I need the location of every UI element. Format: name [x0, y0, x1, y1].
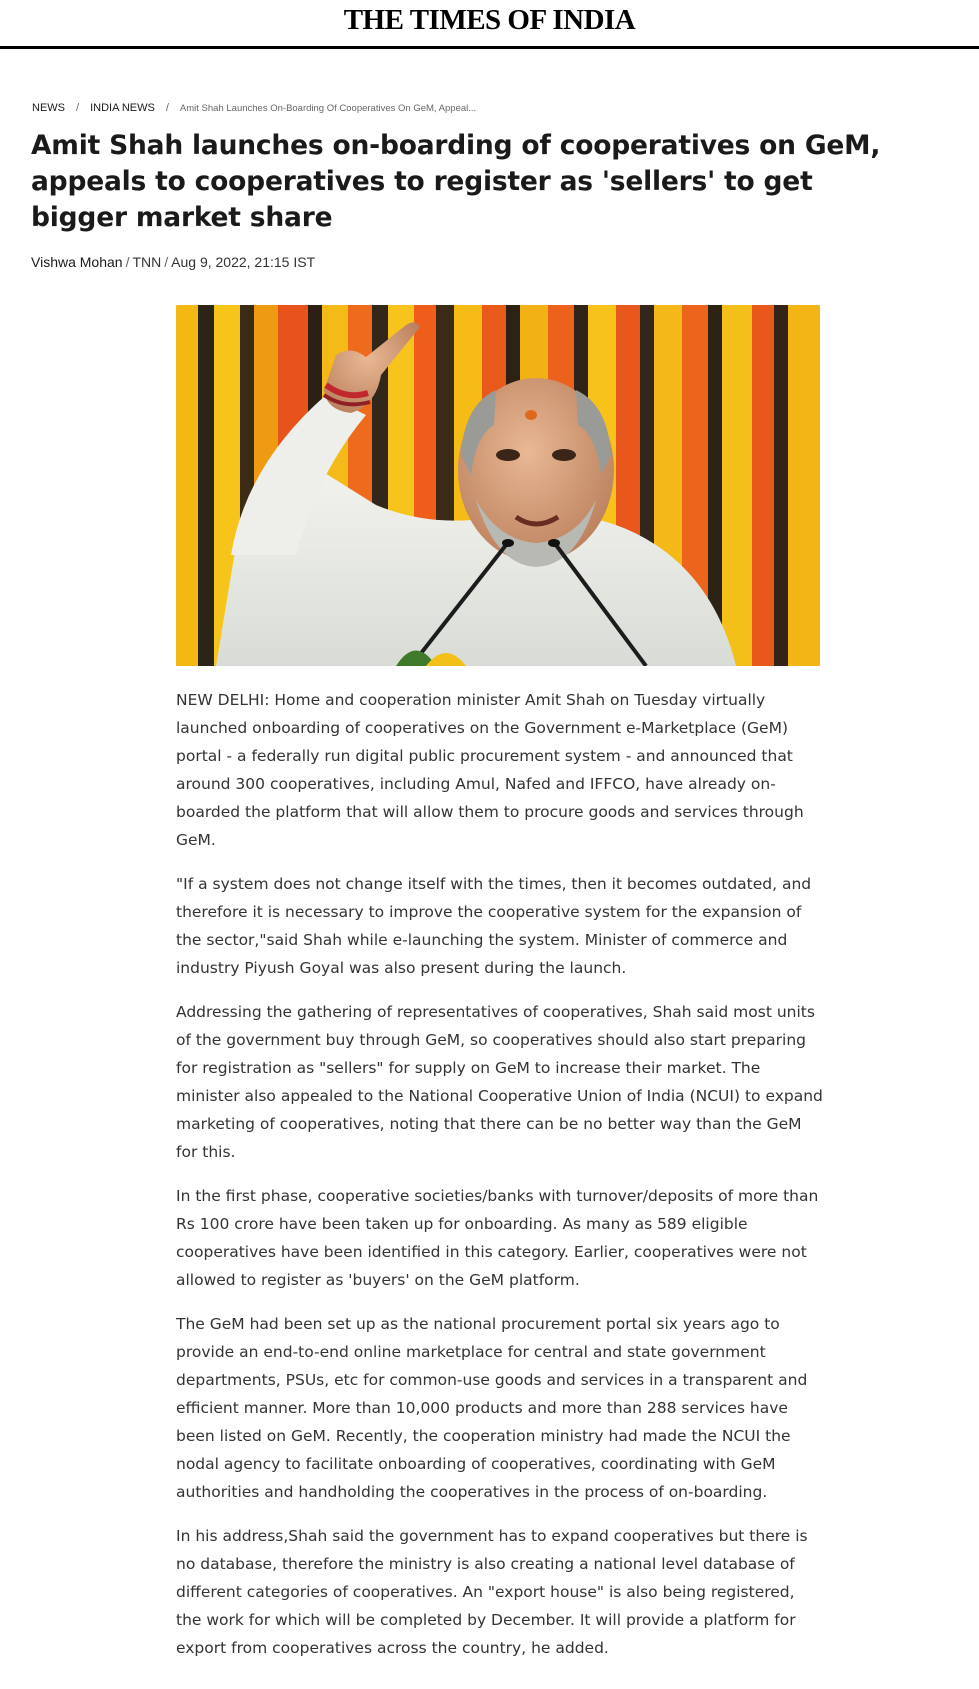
article-paragraph: Addressing the gathering of representatives of cooperatives, Shah said most units of the government buy through GeM, so cooperatives should also start preparing for registration as "sellers" for supply on GeM to increase their market. The minister also appealed to the National Cooperative Union of India (NCUI) to expand marketing of cooperatives, noting that there can be no better way than the GeM for this.: [176, 1003, 823, 1161]
article-paragraph: NEW DELHI: Home and cooperation minister Amit Shah on Tuesday virtually launched onboarding of cooperatives on the Government e-Marketplace (GeM) portal - a federally run digital public procurement system - and announced that around 300 cooperatives, including Amul, Nafed and IFFCO, have already on-boarded the platform that will allow them to procure goods and services through GeM.: [176, 691, 804, 849]
byline-agency: TNN: [132, 254, 162, 270]
breadcrumb-separator: /: [165, 102, 169, 114]
article-headline: Amit Shah launches on-boarding of cooperatives on GeM, appeals to cooperatives to register as 'sellers' to get bigger market share: [31, 130, 881, 233]
breadcrumb-separator: /: [76, 102, 80, 114]
article-paragraph: In the first phase, cooperative societies/banks with turnover/deposits of more than Rs 100 crore have been taken up for onboarding. As many as 589 eligible cooperatives have been identified in this category. Earlier, cooperatives were not allowed to register as 'buyers' on the GeM platform.: [176, 1187, 819, 1289]
article-paragraph: The GeM had been set up as the national procurement portal six years ago to provide an end-to-end online marketplace for central and state government departments, PSUs, etc for common-use goods and services in a transparent and efficient manner. More than 10,000 products and more than 288 services have been listed on GeM. Recently, the cooperation ministry had made the NCUI the nodal agency to facilitate onboarding of cooperatives, coordinating with GeM authorities and handholding the cooperatives in the process of on-boarding.: [176, 1315, 808, 1501]
article-paragraph: In his address,Shah said the government has to expand cooperatives but there is no database, therefore the ministry is also creating a national level database of different categories of cooperatives. An "export house" is also being registered, the work for which will be completed by December. It will provide a platform for export from cooperatives across the country, he added.: [176, 1527, 808, 1657]
byline-timestamp: Aug 9, 2022, 21:15 IST: [171, 254, 316, 270]
byline: [31, 254, 315, 270]
breadcrumb-current: Amit Shah Launches On-Boarding Of Cooperatives On GeM, Appeal...: [179, 103, 477, 114]
breadcrumb-item-india-news[interactable]: INDIA NEWS: [90, 102, 155, 114]
hero-image: [176, 305, 820, 666]
author-link[interactable]: Vishwa Mohan: [31, 254, 123, 270]
breadcrumb: [32, 102, 476, 114]
masthead: [0, 0, 979, 49]
byline-separator: /: [164, 254, 169, 270]
byline-separator: /: [125, 254, 130, 270]
hero-photo-illustration: [176, 305, 820, 666]
site-logo[interactable]: THE TIMES OF INDIA: [343, 4, 636, 36]
article-body: [176, 686, 824, 1678]
article-paragraph: "If a system does not change itself with the times, then it becomes outdated, and therefore it is necessary to improve the cooperative system for the expansion of the sector,"said Shah while e-launching the system. Minister of commerce and industry Piyush Goyal was also present during the launch.: [176, 875, 812, 977]
breadcrumb-item-news[interactable]: NEWS: [32, 102, 65, 114]
